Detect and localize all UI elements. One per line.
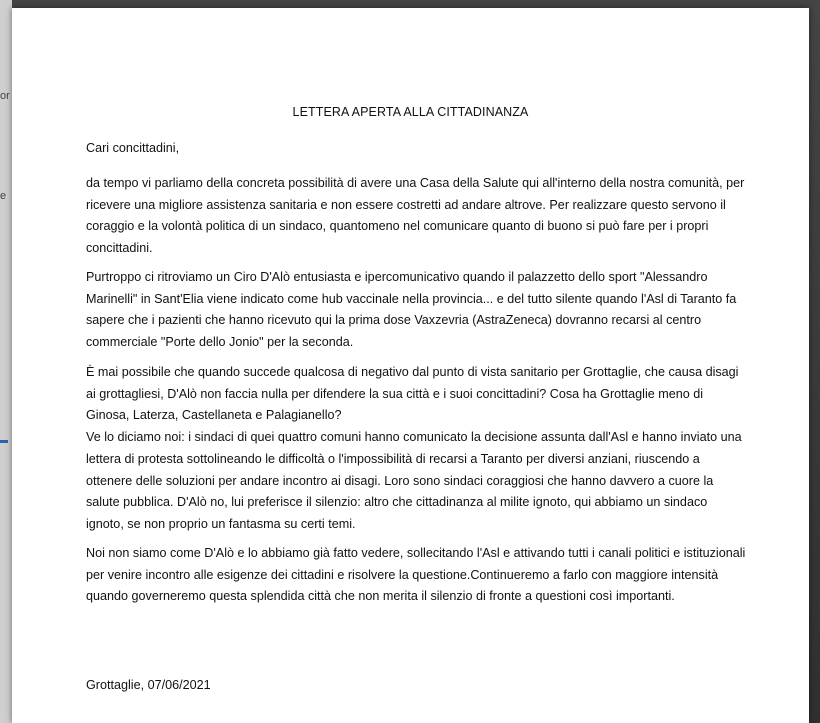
letter-paragraph-1 xyxy=(86,173,746,260)
letter-salutation xyxy=(86,138,746,160)
letter-paragraph-3 xyxy=(86,362,746,536)
paragraph-text: È mai possibile che quando succede qualcosa di negativo dal punto di vista sanitario per Grottaglie, che causa disagi ai grottagliesi, D'Alò non faccia nulla per difendere la sua città e i suoi concittadini? Cosa ha Grottaglie meno di Ginosa, Laterza, Castellaneta e Palagianello? xyxy=(86,365,739,423)
letter-signature xyxy=(86,675,746,697)
signature-text: Grottaglie, 07/06/2021 xyxy=(86,678,211,692)
background-accent-mark xyxy=(0,440,8,443)
letter-paragraph-4 xyxy=(86,543,746,608)
letter-page xyxy=(12,8,809,723)
background-text-fragment: or xyxy=(0,90,10,102)
background-page-edge xyxy=(0,0,12,723)
paragraph-text: da tempo vi parliamo della concreta possibilità di avere una Casa della Salute qui all'interno della nostra comunità, per ricevere una migliore assistenza sanitaria e non essere costretti ad andare altrove. Per realizzare questo servono il coraggio e la volontà politica di un sindaco, quantomeno nel comunicare quanto di buono si può fare per i propri concittadini. xyxy=(86,176,745,256)
paragraph-text: Purtroppo ci ritroviamo un Ciro D'Alò entusiasta e ipercomunicativo quando il palazzetto dello sport "Alessandro Marinelli" in Sant'Elia viene indicato come hub vaccinale nella provincia... e del tutto silente quando l'Asl di Taranto fa sapere che i pazienti che hanno ricevuto qui la prima dose Vaxzevria (AstraZeneca) dovranno recarsi al centro commerciale "Porte dello Jonio" per la seconda. xyxy=(86,270,737,350)
letter-title: LETTERA APERTA ALLA CITTADINANZA xyxy=(292,105,529,119)
background-text-fragment: e xyxy=(0,190,7,202)
paragraph-text: Ve lo diciamo noi: i sindaci di quei quattro comuni hanno comunicato la decisione assunta dall'Asl e hanno inviato una lettera di protesta sottolineando le difficoltà o l'impossibilità di recarsi a Taranto per diversi anziani, riuscendo a ottenere delle soluzioni per andare incontro ai disagi. Loro sono sindaci coraggiosi che hanno davvero a cuore la salute pubblica. D'Alò no, lui preferisce il silenzio: altro che cittadinanza al milite ignoto, qui abbiamo un sindaco ignoto, se non proprio un fantasma su certi temi. xyxy=(86,430,742,531)
letter-paragraph-2 xyxy=(86,267,746,354)
salutation-text: Cari concittadini, xyxy=(86,141,180,155)
paragraph-text: Noi non siamo come D'Alò e lo abbiamo già fatto vedere, sollecitando l'Asl e attivando tutti i canali politici e istituzionali per venire incontro alle esigenze dei cittadini e risolvere la questione.Continueremo a farlo con maggiore intensità quando governeremo questa splendida città che non merita il silenzio di fronte a questioni così importanti. xyxy=(86,546,746,604)
